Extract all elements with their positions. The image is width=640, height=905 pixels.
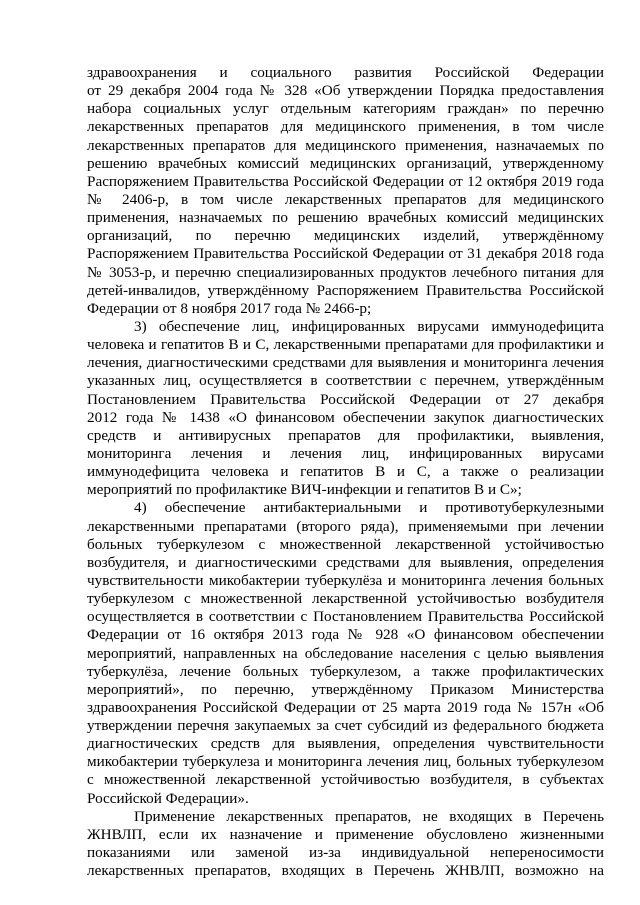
text-line: лекарственными препаратами (второго ряда), применяемыми при лечении [87,517,604,535]
text-line: Применение лекарственных препаратов, не входящих в Перечень [134,807,604,825]
text-line: Федерации от 16 октября 2013 года № 928 «О финансовом обеспечении [87,626,604,644]
text-line: осуществляется в соответствии с Постановлением Правительства Российской [87,608,604,626]
text-line: организаций, по перечню медицинских изделий, утверждённому [87,227,604,245]
text-line: лекарственных препаратов, входящих в Перечень ЖНВЛП, возможно на [87,862,604,880]
text-line: Российской Федерации». [87,789,249,807]
text-line: 4) обеспечение антибактериальными и противотуберкулезными [134,499,604,517]
text-line: мероприятий, направленных на обследование населения с целью выявления [87,644,604,662]
text-line: Распоряжением Правительства Российской Федерации от 12 октября 2019 года [87,172,604,190]
text-line: иммунодефицита человека и гепатитов В и С, а также о реализации [87,463,604,481]
text-line: 3) обеспечение лиц, инфицированных вирусами иммунодефицита [134,317,604,335]
text-line: указанных лиц, осуществляется в соответствии с перечнем, утверждённым [87,372,604,390]
paragraph [87,808,604,881]
text-line: человека и гепатитов В и С, лекарственными препаратами для профилактики и [87,336,604,354]
text-line: № 2406-р, в том числе лекарственных препаратов для медицинского [87,190,604,208]
text-line: 2012 года № 1438 «О финансовом обеспечении закупок диагностических [87,408,604,426]
text-line: туберкулёза, лечение больных туберкулезом, а также профилактических [87,662,604,680]
text-line: детей-инвалидов, утверждённому Распоряжением Правительства Российской [87,281,604,299]
text-line: с множественной лекарственной устойчивостью возбудителя, в субъектах [87,771,604,789]
paragraph [87,318,604,499]
text-line: лекарственных препаратов для медицинского применения, назначаемых по [87,136,604,154]
text-line: возбудителя, и диагностическими средствами для выявления, определения [87,553,604,571]
text-line: Постановлением Правительства Российской Федерации от 27 декабря [87,390,604,408]
text-line: диагностических средств для выявления, определения чувствительности [87,735,604,753]
text-line: чувствительности микобактерии туберкулёза и мониторинга лечения больных [87,571,604,589]
text-line: лекарственных препаратов для медицинского применения, в том числе [87,118,604,136]
text-line: мониторинга лечения и лечения лиц, инфицированных вирусами [87,444,604,462]
text-line: ЖНВЛП, если их назначение и применение обусловлено жизненными [87,825,604,843]
text-line: больных туберкулезом с множественной лекарственной устойчивостью [87,535,604,553]
text-line: от 29 декабря 2004 года № 328 «Об утверждении Порядка предоставления [87,82,604,100]
text-line: мероприятий по профилактике ВИЧ-инфекции и гепатитов В и С»; [87,481,522,499]
text-line: утверждении перечня закупаемых за счет субсидий из федерального бюджета [87,717,604,735]
text-line: лечения, диагностическими средствами для выявления и мониторинга лечения [87,354,604,372]
text-line: показаниями или заменой из-за индивидуальной непереносимости [87,844,604,862]
text-line: набора социальных услуг отдельным категориям граждан» по перечню [87,100,604,118]
text-line: Федерации от 8 ноября 2017 года № 2466-р; [87,299,372,317]
text-line: применения, назначаемых по решению врачебных комиссий медицинских [87,209,604,227]
text-line: здравоохранения и социального развития Российской Федерации [87,64,604,81]
text-line: здравоохранения Российской Федерации от 25 марта 2019 года № 157н «Об [87,698,604,716]
text-line: средств и антивирусных препаратов для профилактики, выявления, [87,426,604,444]
paragraph [87,64,604,318]
paragraph [87,499,604,807]
text-line: Распоряжением Правительства Российской Федерации от 31 декабря 2018 года [87,245,604,263]
text-line: решению врачебных комиссий медицинских организаций, утвержденному [87,154,604,172]
text-line: № 3053-р, и перечню специализированных продуктов лечебного питания для [87,263,604,281]
text-line: микобактерии туберкулеза и мониторинга лечения лиц, больных туберкулезом [87,753,604,771]
text-line: мероприятий», по перечню, утверждённому Приказом Министерства [87,680,604,698]
text-line: туберкулезом с множественной лекарственной устойчивостью возбудителя [87,590,604,608]
